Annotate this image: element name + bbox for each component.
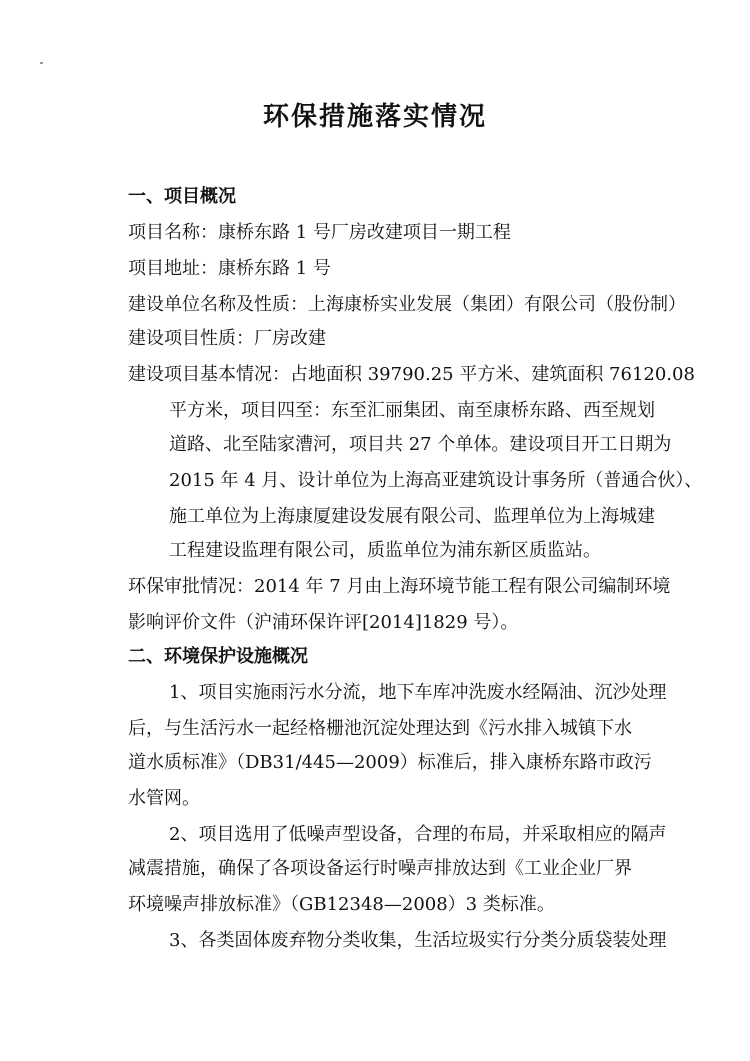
item-1-line: 后，与生活污水一起经格栅池沉淀处理达到《污水排入城镇下水 (128, 718, 632, 739)
item-2-line: 2、项目选用了低噪声型设备，合理的布局，并采取相应的隔声 (169, 824, 667, 845)
approval-line: 环保审批情况：2014 年 7 月由上海环境节能工程有限公司编制环境 (128, 576, 671, 597)
section-1-heading: 一、项目概况 (128, 186, 236, 207)
item-1-line: 道水质标准》（DB31/445—2009）标准后，排入康桥东路市政污 (128, 752, 652, 773)
document-title: 环保措施落实情况 (262, 102, 487, 132)
basic-info-line: 平方米，项目四至：东至汇丽集团、南至康桥东路、西至规划 (169, 400, 655, 421)
project-address: 项目地址：康桥东路 1 号 (128, 258, 331, 279)
project-nature: 建设项目性质：厂房改建 (128, 328, 326, 349)
basic-info-line: 2015 年 4 月、设计单位为上海高亚建筑设计事务所（普通合伙）、 (169, 470, 703, 491)
unit-nature: 建设单位名称及性质：上海康桥实业发展（集团）有限公司（股份制） (128, 294, 686, 315)
section-2-heading: 二、环境保护设施概况 (128, 646, 308, 667)
basic-info-line: 建设项目基本情况：占地面积 39790.25 平方米、建筑面积 76120.08 (128, 364, 695, 385)
item-1-line: 1、项目实施雨污水分流，地下车库冲洗废水经隔油、沉沙处理 (169, 682, 667, 703)
basic-info-line: 工程建设监理有限公司，质监单位为浦东新区质监站。 (169, 540, 601, 561)
scan-speck (40, 62, 43, 64)
approval-line: 影响评价文件（沪浦环保许评[2014]1829 号）。 (128, 612, 519, 633)
basic-info-line: 道路、北至陆家漕河，项目共 27 个单体。建设项目开工日期为 (169, 434, 672, 455)
item-2-line: 减震措施，确保了各项设备运行时噪声排放达到《工业企业厂界 (128, 858, 632, 879)
item-2-line: 环境噪声排放标准》（GB12348—2008）3 类标准。 (128, 894, 555, 915)
project-name: 项目名称：康桥东路 1 号厂房改建项目一期工程 (128, 222, 511, 243)
basic-info-line: 施工单位为上海康厦建设发展有限公司、监理单位为上海城建 (169, 506, 655, 527)
item-1-line: 水管网。 (128, 788, 200, 809)
item-3-line: 3、各类固体废弃物分类收集，生活垃圾实行分类分质袋装处理 (169, 930, 667, 951)
